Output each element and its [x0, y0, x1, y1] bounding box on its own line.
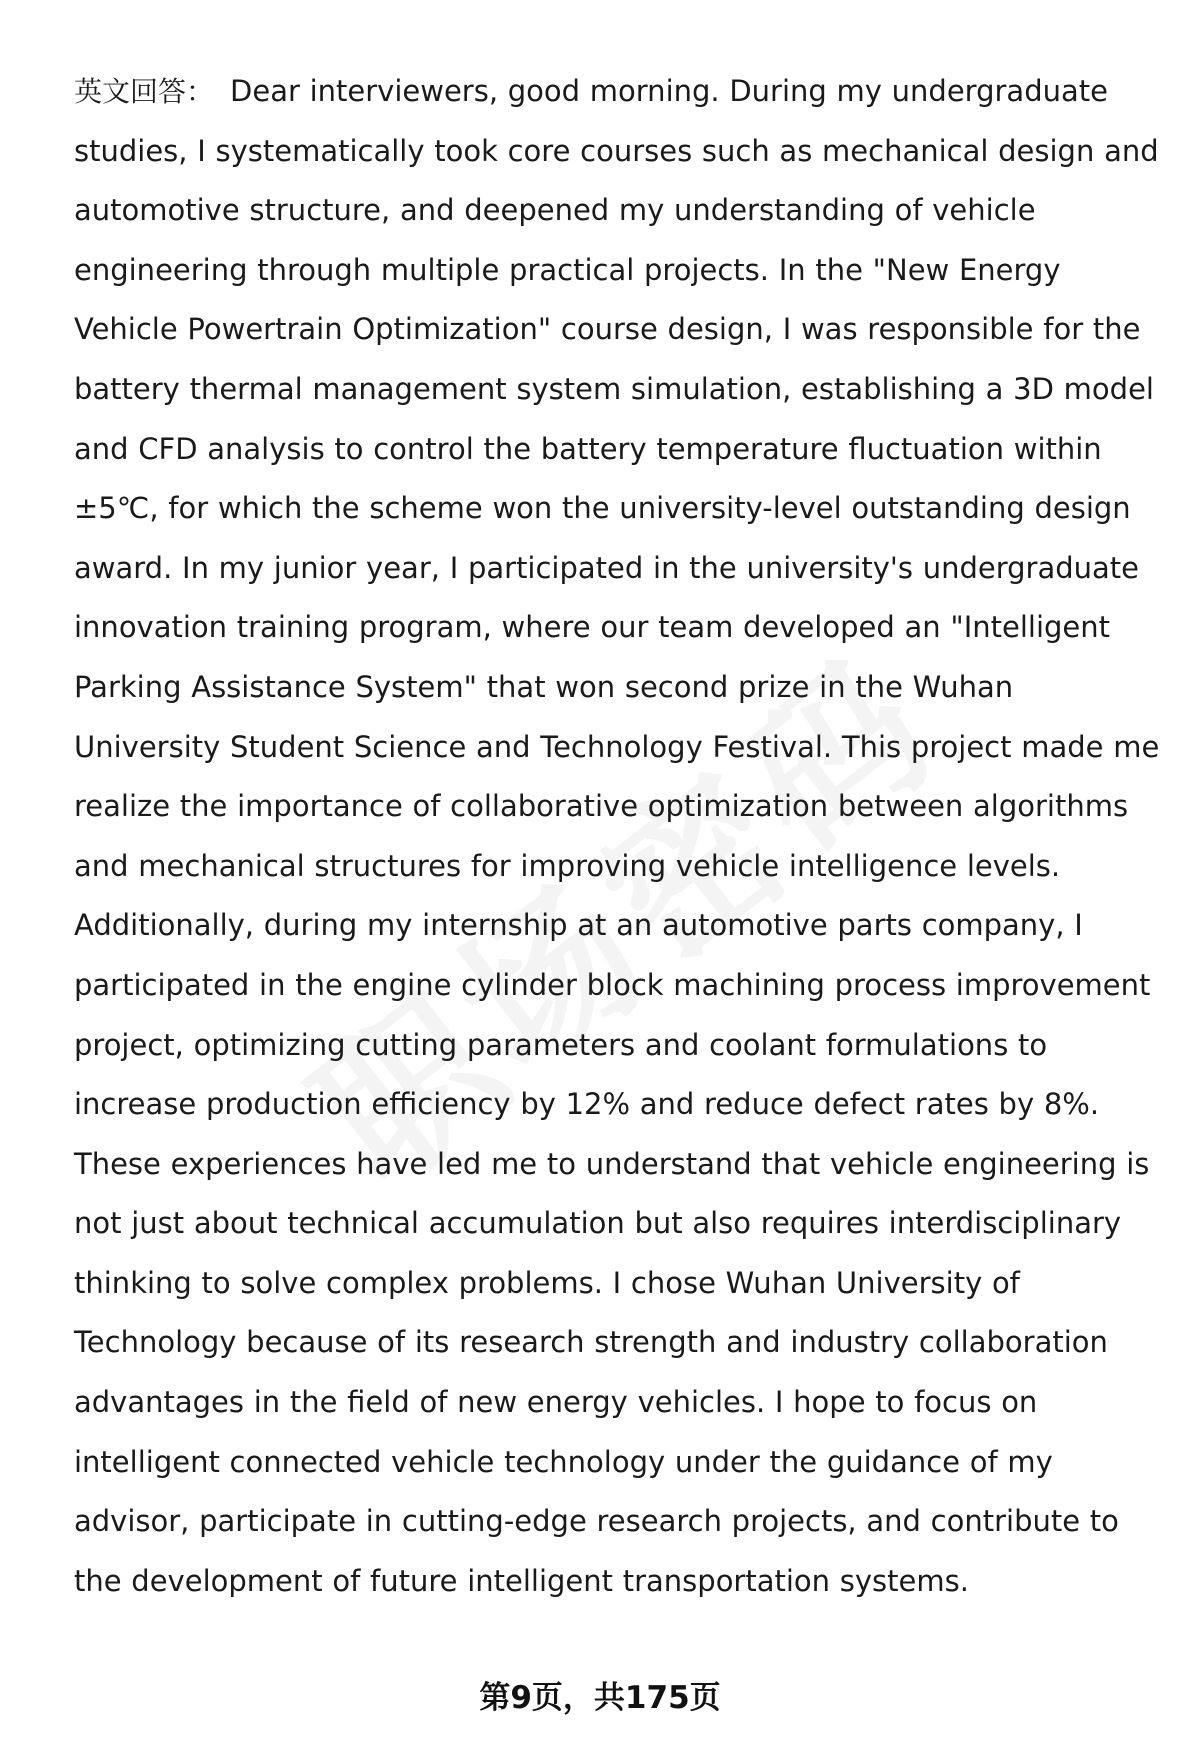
- answer-label: 英文回答：: [74, 75, 215, 108]
- answer-text: Dear interviewers, good morning. During my undergraduate studies, I systematically took core courses such as mechanical design and automotive structure, and deepened my understanding of vehicle engineering through multiple practical projects. In the "New Energy Vehicle Powertrain Optimization" course design, I was responsible for the battery thermal management system simulation, establishing a 3D model and CFD analysis to control the battery temperature fluctuation within ±5℃, for which the scheme won the university-level outstanding design award. In my junior year, I participated in the university's undergraduate innovation training program, where our team developed an "Intelligent Parking Assistance System" that won second prize in the Wuhan University Student Science and Technology Festival. This project made me realize the importance of collaborative optimization between algorithms and mechanical structures for improving vehicle intelligence levels. Additionally, during my internship at an automotive parts company, I participated in the engine cylinder block machining process improvement project, optimizing cutting parameters and coolant formulations to increase production efficiency by 12% and reduce defect rates by 8%. These experiences have led me to understand that vehicle engineering is not just about technical accumulation but also requires interdisciplinary thinking to solve complex problems. I chose Wuhan University of Technology because of its research strength and industry collaboration advantages in the field of new energy vehicles. I hope to focus on intelligent connected vehicle technology under the guidance of my advisor, participate in cutting-edge research projects, and contribute to the development of future intelligent transportation systems.: [74, 74, 1160, 1598]
- answer-paragraph: [74, 62, 1164, 1611]
- page-number: 第9页，共175页: [479, 1680, 721, 1716]
